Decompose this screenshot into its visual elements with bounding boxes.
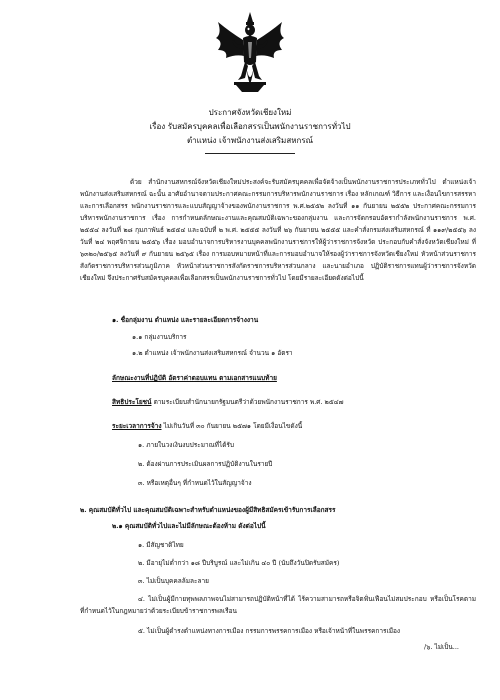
period-item-2: ๒. ต้องผ่านการประเมินผลการปฏิบัติงานในรายปี [138,460,273,468]
period-line [112,420,302,432]
garuda-emblem-icon [212,10,288,94]
qualification-item-3: ๓. ไม่เป็นบุคคลล้มละลาย [138,577,209,585]
period-text: ไม่เกินวันที่ ๓๐ กันยายน ๒๕๗๑ โดยมีเงื่อนไขดังนี้ [163,422,303,430]
qualification-item-5: ๕. ไม่เป็นผู้ดำรงตำแหน่งทางการเมือง กรรมการพรรคการเมือง หรือเจ้าหน้าที่ในพรรคการเมือง [138,627,401,635]
qualification-item-4: ๔. ไม่เป็นผู้มีกายทุพพลภาพจนไม่สามารถปฏิบัติหน้าที่ได้ ไร้ความสามารถหรือจิตฟั่นเฟือนไม่สมประกอบ หรือเป็นโรคตามที่กำหนดไว้ในกฎหมายว่าด้วยระเบียบข้าราชการพลเรือน [80,595,476,615]
section2-heading: ๒. คุณสมบัติทั่วไป และคุณสมบัติเฉพาะสำหรับตำแหน่งของผู้มีสิทธิสมัครเข้ารับการเลือกสรร [80,506,336,514]
qualification-item-1: ๑. มีสัญชาติไทย [138,541,184,549]
announcement-subject: เรื่อง รับสมัครบุคคลเพื่อเลือกสรรเป็นพนักงานราชการทั่วไป [149,122,351,131]
section2-subheading: ๒.๑ คุณสมบัติทั่วไปและไม่มีลักษณะต้องห้าม ดังต่อไปนี้ [112,522,266,530]
intro-paragraph: ด้วย สำนักงานสหกรณ์จังหวัดเชียงใหม่ประสงค์จะรับสมัครบุคคลเพื่อจัดจ้างเป็นพนักงานราชการประเภททั่วไป ตำแหน่งเจ้าพนักงานส่งเสริมสหกรณ์ ฉะนั้น อาศัยอำนาจตามประกาศคณะกรรมการบริหารพนักงานราชการ เรื่อง หลักเกณฑ์ วิธีการ และเงื่อนไขการสรรหาและการเลือกสรร พนักงานราชการและแบบสัญญาจ้างของพนักงานราชการ พ.ศ.๒๕๕๒ ลงวันที่ ๑๑ กันยายน ๒๕๕๒ ประกาศคณะกรรมการบริหารพนักงานราชการ เรื่อง การกำหนดลักษณะงานและคุณสมบัติเฉพาะของกลุ่มงาน และการจัดกรอบอัตรากำลังพนักงานราชการ พ.ศ. ๒๕๕๔ ลงวันที่ ๒๘ กุมภาพันธ์ ๒๕๕๔ และฉบับที่ ๒ พ.ศ. ๒๕๕๕ ลงวันที่ ๒๖ กันยายน ๒๕๕๕ และคำสั่งกรมส่งเสริมสหกรณ์ ที่ ๑๑๙/๒๕๕๖ ลงวันที่ ๒๔ พฤศจิกายน ๒๕๕๖ เรื่อง มอบอำนาจการบริหารงานบุคคลพนักงานราชการให้ผู้ว่าราชการจังหวัด ประกอบกับคำสั่งจังหวัดเชียงใหม่ ที่ ๖๓๒๐/๒๕๖๕ ลงวันที่ ๙ กันยายน ๒๕๖๕ เรื่อง การมอบหมายหน้าที่และการมอบอำนาจให้รองผู้ว่าราชการจังหวัดเชียงใหม่ หัวหน้าส่วนราชการสังกัดราชการบริหารส่วนภูมิภาค หัวหน้าส่วนราชการสังกัดราชการบริหารส่วนกลาง และนายอำเภอ ปฏิบัติราชการแทนผู้ว่าราชการจังหวัดเชียงใหม่ จึงประกาศรับสมัครบุคคลเพื่อเลือกสรรเป็นพนักงานราชการทั่วไป โดยมีรายละเอียดดังต่อไปนี้ [80,178,476,282]
duties-heading: ลักษณะงานที่ปฏิบัติ อัตราค่าตอบแทน ตามเอกสารแนบท้าย [112,374,277,382]
qualification-item-2: ๒. มีอายุไม่ต่ำกว่า ๑๘ ปีบริบูรณ์ และไม่เกิน ๔๐ ปี (นับถึงวันปิดรับสมัคร) [138,559,340,567]
header-divider [205,153,295,154]
period-item-3: ๓. หรือเหตุอื่นๆ ที่กำหนดไว้ในสัญญาจ้าง [138,479,252,487]
period-label: ระยะเวลาการจ้าง [112,422,162,430]
position-title: ตำแหน่ง เจ้าพนักงานส่งเสริมสหกรณ์ [186,136,314,145]
benefits-line [112,396,344,408]
period-item-1: ๑. ภายในวงเงินงบประมาณที่ได้รับ [138,441,235,449]
benefits-label: สิทธิประโยชน์ [112,398,152,406]
section1-heading: ๑. ชื่อกลุ่มงาน ตำแหน่ง และรายละเอียดการจ้างงาน [112,316,259,324]
announcement-title: ประกาศจังหวัดเชียงใหม่ [208,108,292,117]
continued-marker: /๖. ไม่เป็น... [424,643,459,651]
section1-item2: ๑.๒ ตำแหน่ง เจ้าพนักงานส่งเสริมสหกรณ์ จำนวน ๑ อัตรา [132,349,293,357]
benefits-text: ตามระเบียบสำนักนายกรัฐมนตรีว่าด้วยพนักงานราชการ พ.ศ. ๒๕๔๗ [153,398,344,406]
section1-item1: ๑.๑ กลุ่มงานบริการ [132,333,187,341]
